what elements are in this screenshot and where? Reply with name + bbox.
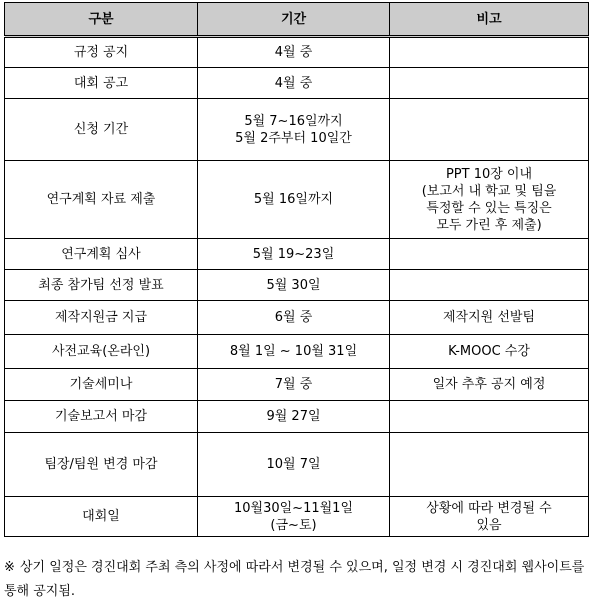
row-note — [390, 433, 589, 497]
row-period-line: 10월30일~11월1일 — [233, 500, 354, 516]
footnote — [4, 556, 588, 604]
header-category: 구분 — [5, 3, 198, 37]
row-note — [390, 369, 589, 401]
row-note — [390, 401, 589, 433]
row-note — [390, 37, 589, 68]
table-row — [5, 270, 589, 301]
row-note — [390, 335, 589, 369]
row-note-line: 제작지원 선발팀 — [442, 310, 536, 325]
row-period — [198, 270, 390, 301]
table-row — [5, 433, 589, 497]
row-period-line: 5월 16일까지 — [253, 192, 334, 207]
row-note-line: K-MOOC 수강 — [448, 344, 530, 359]
row-note — [390, 239, 589, 270]
row-period — [198, 239, 390, 270]
row-category: 기술보고서 마감 — [5, 401, 198, 433]
row-note-line: 상황에 따라 변경될 수 — [426, 500, 552, 516]
row-category: 팀장/팀원 변경 마감 — [5, 433, 198, 497]
row-note-line: 특정할 수 있는 특징은 — [426, 200, 552, 216]
table-row — [5, 369, 589, 401]
row-note — [390, 270, 589, 301]
row-note — [390, 497, 589, 537]
row-note — [390, 301, 589, 335]
row-category: 규정 공지 — [5, 37, 198, 68]
table-row — [5, 497, 589, 537]
row-period-line: (금~토) — [270, 517, 317, 533]
row-period-line: 9월 27일 — [266, 409, 321, 424]
row-note-line: 있음 — [476, 517, 502, 533]
row-period — [198, 497, 390, 537]
table-row — [5, 68, 589, 99]
header-period: 기간 — [198, 3, 390, 37]
row-note — [390, 161, 589, 239]
row-period — [198, 433, 390, 497]
row-category: 신청 기간 — [5, 99, 198, 161]
row-period-line: 10월 7일 — [266, 457, 321, 472]
row-note-line: 모두 가린 후 제출) — [436, 217, 542, 233]
row-category: 대회 공고 — [5, 68, 198, 99]
table-row — [5, 401, 589, 433]
table-row — [5, 37, 589, 68]
row-note-line: 일자 추후 공지 예정 — [432, 377, 546, 392]
row-period — [198, 401, 390, 433]
row-period — [198, 37, 390, 68]
header-note: 비고 — [390, 3, 589, 37]
table-row — [5, 161, 589, 239]
row-period — [198, 161, 390, 239]
reference-mark: ※ — [4, 560, 15, 575]
row-period-line: 5월 2주부터 10일간 — [235, 130, 352, 146]
row-period-line: 8월 1일 ~ 10월 31일 — [229, 344, 358, 359]
footnote-text: 상기 일정은 경진대회 주최 측의 사정에 따라서 변경될 수 있으며, 일정 변경 시 경진대회 웹사이트를 통해 공지됨. — [4, 560, 585, 599]
row-note — [390, 68, 589, 99]
row-category: 연구계획 자료 제출 — [5, 161, 198, 239]
row-period-line: 6월 중 — [274, 310, 313, 325]
row-category: 사전교육(온라인) — [5, 335, 198, 369]
row-period — [198, 301, 390, 335]
row-note — [390, 99, 589, 161]
row-period-line: 4월 중 — [274, 45, 313, 60]
row-period-line: 7월 중 — [274, 377, 313, 392]
table-row — [5, 239, 589, 270]
row-period-line: 5월 7~16일까지 — [244, 113, 343, 129]
row-category: 기술세미나 — [5, 369, 198, 401]
row-period — [198, 99, 390, 161]
row-note-line: PPT 10장 이내 — [445, 166, 533, 182]
row-period — [198, 335, 390, 369]
table-body — [5, 37, 589, 537]
schedule-table — [4, 2, 589, 537]
header-row — [5, 3, 589, 37]
row-category: 최종 참가팀 선정 발표 — [5, 270, 198, 301]
table-row — [5, 301, 589, 335]
table-row — [5, 335, 589, 369]
row-category: 연구계획 심사 — [5, 239, 198, 270]
row-category: 대회일 — [5, 497, 198, 537]
row-period-line: 5월 19~23일 — [252, 246, 335, 262]
row-period-line: 5월 30일 — [266, 277, 321, 293]
row-period-line: 4월 중 — [274, 75, 313, 91]
table-header — [5, 3, 589, 37]
row-note-line: (보고서 내 학교 및 팀을 — [421, 183, 557, 199]
row-category: 제작지원금 지급 — [5, 301, 198, 335]
row-period — [198, 68, 390, 99]
row-period — [198, 369, 390, 401]
table-row — [5, 99, 589, 161]
